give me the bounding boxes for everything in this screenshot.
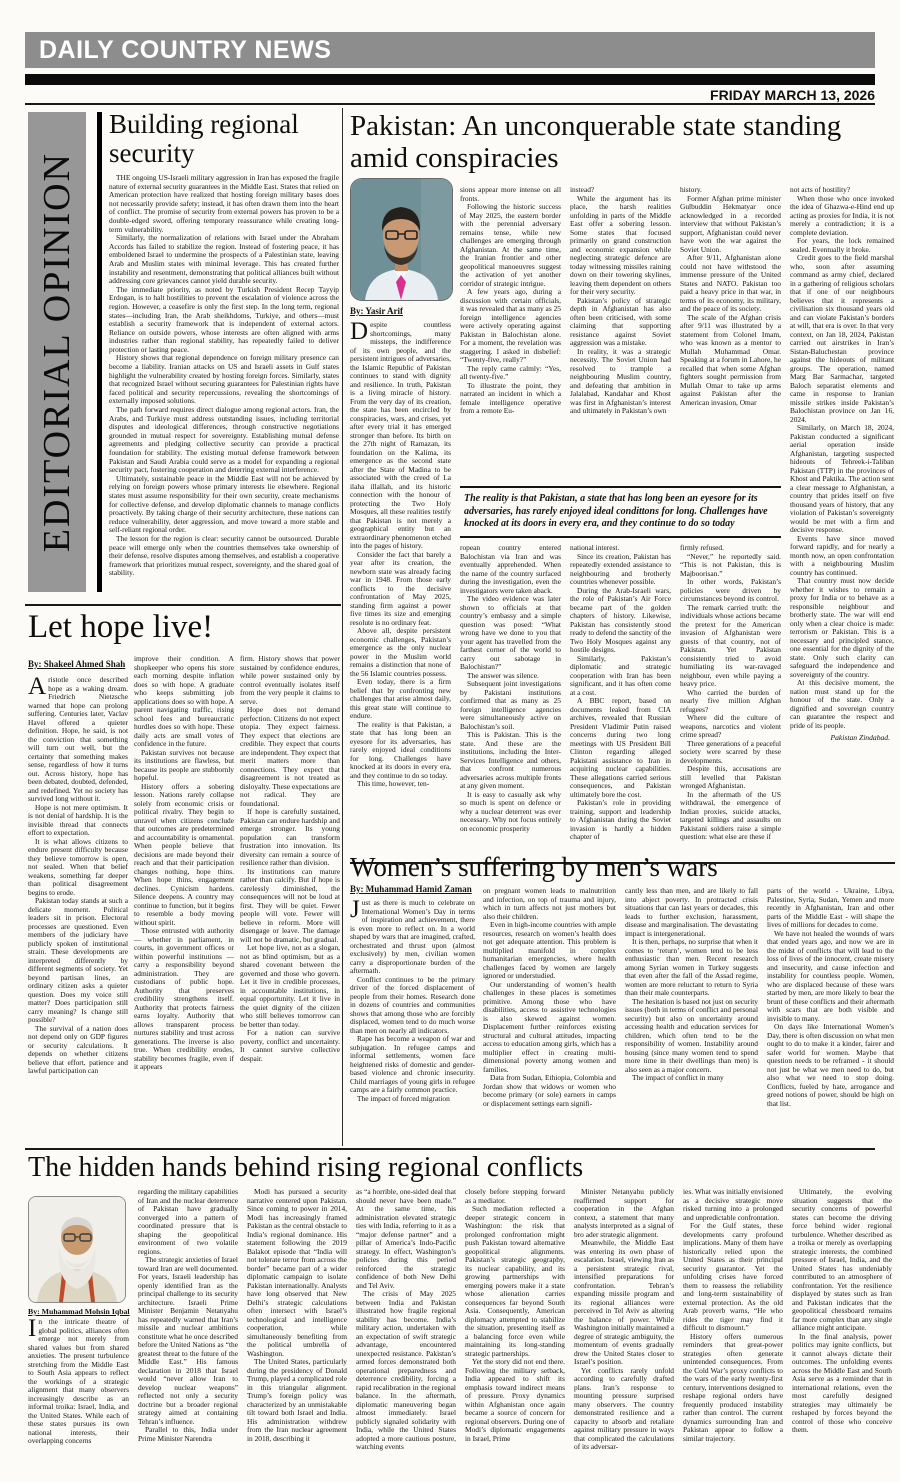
paragraph: The survival of a nation does not depend only on GDP figures or security calculations. It depends on whether citizens believe that effort, patience and lawful participation can — [28, 1023, 128, 1075]
paragraph: Yet conflicts rarely unfold according to carefully drafted plans. Iran’s response to mounting pressure surprised many observers. The country demonstrated resilience and a capacity to absorb and retaliate against military pressure in ways that complicated the calculations of its adversar- — [574, 1365, 674, 1451]
pakistan-col5 — [790, 186, 894, 858]
editorial-body — [109, 174, 339, 602]
section-divider — [25, 1148, 875, 1150]
paragraph: Yet the story did not end there. Following the military setback, India appeared to shift its emphasis toward indirect means of pressure. Proxy dynamics within Afghanistan once again became a source of concern for regional observers. During one of Modi’s diplomatic engagements in Israel, Prime — [465, 1357, 565, 1443]
paragraph: The scale of the Afghan crisis after 9/11 was illustrated by a statement from Colonel Imam, who was known as a mentor to Mullah Muhammad Omar. Speaking at a forum in Lahore, he recalled that when some Afghan fighters sought permission from Mullah Omar to take up arms against Pakistan after the American invasion, Omar — [680, 312, 781, 407]
hidden-col2 — [138, 1188, 238, 1478]
paragraph: sions appear more intense on all fronts. — [460, 186, 561, 203]
author-portrait-icon — [351, 179, 452, 300]
editorial-banner — [28, 112, 86, 592]
paragraph: History offers numerous reminders that great-power strategies often generate unintended consequences. From the Cold War’s proxy conflicts to the wars of the early twenty-first century, interventions designed to reshape regional orders have frequently produced instability rather than control. The current dynamics surrounding Iran and Pakistan appear to follow a similar trajectory. — [683, 1331, 783, 1443]
author-photo-yasir-arif — [350, 178, 453, 301]
hidden-col6 — [574, 1188, 674, 1478]
paragraph: In reality, it was a strategic necessity. The Soviet Union had resolved to trample a neighbouring Muslim country, and defeating that ambition in Jalalabad, Kandahar and Khost was first in Afghanistan’s interest and ultimately in Pakistan’s own — [570, 346, 671, 415]
paragraph: The impact of forced migration — [357, 1093, 450, 1103]
paragraph: “Never,” he reportedly said. “This is not Pakistan, this is Majboorisan.” — [680, 551, 781, 578]
paragraph: For years, the lock remained sealed. Eventually it broke. — [790, 236, 894, 254]
paragraph: Pakistan today stands at such a delicate moment. Political leaders sit in prison. Electoral processes are questioned. Even members of the judiciary have publicly spoken of institutional strain. These developments are interpreted differently by different segments of society. Yet beyond partisan lines, an ordinary citizen asks a quieter question. Does my voice still matter? Does participation still carry meaning? Is change still possible? — [28, 896, 128, 1024]
paragraph: Despite countless shortcomings, many missteps, the indifference of its own people, and the persistent intrigues of adversaries, the Islamic Republic of Pakistan continues to stand with dignity and resilience. In truth, Pakistan is a living miracle of history. From the very day of its creation, the state has been encircled by conspiracies, wars, and crises, yet after every trial it has emerged stronger than before. Its birth on the 27th night of Ramazan, its foundation on the Kalima, its emergence as the second state after the State of Madina to be associated with the creed of La ilaha illallah, and its historic connection with the honour of protecting the Two Holy Mosques, all these realities testify that Pakistan is not merely a geographical entity but an extraordinary phenomenon etched into the pages of history. — [350, 321, 451, 550]
editorial-headline: Building regional security — [109, 109, 299, 168]
paragraph: The lesson for the region is clear: security cannot be outsourced. Durable peace will emerge only when the countries themselves take ownership of their defense, resolve disputes among themselves, and establish a cooperative framework that prioritizes mutual respect, sovereignty, and the shared goal of stability. — [109, 533, 339, 578]
women-col4 — [767, 887, 894, 1146]
paragraph: firmly refused. — [680, 544, 724, 552]
pakistan-headline: Pakistan: An unconquerable state standing amid conspiracies — [350, 110, 842, 174]
paragraph: Even in high-income countries with ample resources, research on women’s health does not get adequate attention. This problem is multiplied manifold in complex humanitarian emergencies, where health challenges faced by women are largely ignored or understudied. — [483, 920, 616, 980]
paragraph: On days like International Women’s Day, there is often discussion on what men ought to do to make it a kinder, fairer and safer world for women. Maybe that question needs to be reframed - it should not just be what we men need to do, but also what we need to stop doing. Conflicts, fueled by hate, arrogance and greed notions of power, should be high on that list. — [767, 1022, 894, 1108]
paragraph: The United States, particularly during the presidency of Donald Trump, played a complicated role in this triangular alignment. Trump’s foreign policy was characterized by an unmistakable tilt toward both Israel and India. His administration withdrew from the Iran nuclear agreement in 2018, describing it — [247, 1357, 347, 1443]
issue-date: FRIDAY MARCH 13, 2026 — [710, 87, 875, 103]
paragraph: Three generations of a peaceful society were scarred by these developments. — [680, 738, 781, 765]
paragraph: closely before stepping forward as a mediator. — [465, 1188, 565, 1205]
paragraph: The reality is that Pakistan, a state that has long been an eyesore for its adversaries, has rarely enjoyed ideal conditions for long. Challenges have knocked at its doors in every era, and they continue to do so today. — [350, 719, 451, 780]
paragraph: Our understanding of women’s health challenges in these places is sometimes primitive. Among those who have disabilities, access to assistive technologies is also skewed against women. Displacement further reinforces existing structural and cultural attitudes, impacting access to education among girls, which has a multiplier effect in creating multi-dimensional poverty among women and families. — [483, 979, 616, 1074]
paragraph: It is then, perhaps, no surprise that when it comes to ‘return’, women tend to be less enthusiastic than men. Recent research among Syrian women in Turkey suggests that even after the fall of the Assad regime, women are more reluctant to return to Syria than their male counterparts. — [625, 937, 758, 997]
paragraph: Conflict continues to be the primary driver of the forced displacement of people from their homes. Research done in dozens of countries and communities shows that among those who are forcibly displaced, women tend to do much worse than men on nearly all indicators. — [350, 974, 475, 1035]
paragraph: At this decisive moment, the nation must stand up for the honour of the state. Only a dignified and sovereign country can guarantee the respect and pride of its people. — [790, 678, 894, 730]
hope-col2 — [134, 655, 234, 1144]
paragraph: The crisis of May 2025 between India and Pakistan illustrated how fragile regional stability has become. India’s military action, undertaken with an expectation of swift strategic advantage, encountered unexpected resistance. Pakistan’s armed forces demonstrated both operational preparedness and deterrence credibility, forcing a rapid recalibration in the regional balance. In the aftermath, diplomatic maneuvering began almost immediately. Israel publicly signaled solidarity with India, while the United States adopted a more cautious posture, watching events — [356, 1289, 456, 1451]
paragraph: firm. History shows that power sustained by confidence endures, while power sustained only by control eventually isolates itself from the very people it claims to serve. — [240, 655, 340, 706]
paragraph: on pregnant women leads to malnutrition and infection, on top of trauma and injury, which in turn affects not just mothers but also their children. — [483, 887, 616, 921]
paragraph: We have not healed the wounds of wars that ended years ago, and now we are in the midst of conflicts that will lead to the loss of lives of the innocent, create misery and insecurity, and cause infection and instability for countless people. Women, who are displaced because of these wars started by men, are more likely to bear the brunt of these conflicts and their aftermath with scars that are both visible and invisible to many. — [767, 928, 894, 1023]
pakistan-col3-bottom — [570, 544, 671, 858]
paragraph: To illustrate the point, they narrated an incident in which a female intelligence operative from a remote Eu- — [460, 380, 561, 415]
paragraph: Hope does not demand perfection. Citizens do not expect utopia. They expect fairness. They expect that elections are credible. They expect that courts are independent. They expect that merit matters more than connections. They expect that disagreement is not treated as disloyalty. These expectations are not radical. They are foundational. — [240, 705, 340, 808]
hidden-col7 — [683, 1188, 783, 1478]
hope-headline: Let hope live! — [28, 609, 214, 645]
hidden-col8 — [792, 1188, 892, 1478]
hope-col1 — [28, 676, 128, 1144]
paragraph: The reply came calmly: “Yes, all twenty-five.” — [460, 363, 561, 381]
paragraph: THE ongoing US-Israeli military aggression in Iran has exposed the fragile nature of external security guarantees in the Middle East. States that relied on American protection have realized that hosting foreign military bases does not necessarily provide safety; instead, it has often drawn them into the heart of conflict. The promise of security from external powers has proven to be a double-edged sword, offering temporary reassurance while creating long-term vulnerability. — [109, 174, 339, 234]
hidden-col3 — [247, 1188, 347, 1478]
paragraph: Above all, despite persistent economic challenges, Pakistan’s emergence as the only nuclear power in the Muslim world remains a distinction that none of the 56 Islamic countries possess. — [350, 626, 451, 678]
paragraph: cantly less than men, and are likely to fall into abject poverty. In protracted crisis situations that can last years or decades, this leads to further exclusion, harassment, disease and marginalisation. The devastating impact is intergenerational. — [625, 887, 758, 938]
paragraph: History offers a sobering lesson. Nations rarely collapse solely from economic crisis or political rivalry. They begin to unravel when citizens conclude that outcomes are predetermined and accountability is ornamental. When people believe that decisions are made beyond their reach and that their participation changes nothing, hope thins. When hope thins, engagement declines. Cynicism hardens. Silence deepens. A country may continue to function, but it begins to resemble a body moving without spirit. — [134, 781, 234, 927]
paragraph: Pakistan’s role in providing training, support and leadership to Afghanistan during the Soviet invasion is hardly a hidden chapter of — [570, 798, 671, 841]
paragraph: Meanwhile, the Middle East was entering its own phase of escalation. Israel, viewing Iran as a persistent strategic rival, intensified preparations for confrontation. Tehran’s expanding missile program and its regional alliances were perceived in Tel Aviv as altering the balance of power. While Washington initially maintained a degree of strategic ambiguity, the momentum of events gradually drew the United States closer to Israel’s position. — [574, 1238, 674, 1366]
paragraph: Data from Sudan, Ethiopia, Colombia and Jordan show that widows or women who become primary (or sole) earners in camps or displacement settings earn signifi- — [483, 1073, 616, 1108]
paragraph: Similarly, on March 18, 2024, Pakistan conducted a significant aerial operation inside Afghanistan, targeting suspected hideouts of Tehreek-i-Taliban Pakistan (TTP) in the provinces of Khost and Paktika. The action sent a clear message to Afghanistan, a country that prides itself on five thousand years of history, that any violation of Pakistan’s sovereignty would be met with a firm and decisive response. — [790, 423, 894, 534]
pakistan-col4-bottom — [680, 544, 781, 858]
masthead-title: DAILY COUNTRY NEWS — [39, 36, 332, 64]
paragraph: During the Arab-Israeli wars, the role of Pakistan’s Air Force became part of the golden chapters of history. Likewise, Pakistan has consistently stood ready to defend the sanctity of the Two Holy Mosques against any hostile designs. — [570, 585, 671, 654]
paragraph: In the intricate theatre of global politics, alliances often emerge not merely from shared values but from shared anxieties. The present turbulence stretching from the Middle East to South Asia appears to reflect the workings of a strategic alignment that many observers increasingly describe as an informal troika: Israel, India, and the United States. While each of these states pursues its own national interests, their overlapping concerns — [28, 1318, 129, 1445]
paragraph: ies. What was initially envisioned as a decisive strategic move risked turning into a prolonged and unpredictable confrontation. — [683, 1188, 783, 1222]
pakistan-col4-top — [680, 186, 781, 482]
paragraph: Such mediation reflected a deeper strategic concern in Washington: the risk that prolonged confrontation might push Pakistan toward alternative geopolitical alignments. Pakistan’s strategic geography, its nuclear capability, and its growing partnerships with emerging powers make it a state whose alienation carries consequences far beyond South Asia. Consequently, American diplomacy attempted to stabilize the situation, presenting itself as a balancing force even while maintaining its long-standing strategic partnerships. — [465, 1204, 565, 1358]
paragraph: For the Gulf states, these developments carry profound implications. Many of them have historically relied upon the United States as their principal security guarantor. Yet the unfolding crises have forced them to reassess the reliability and long-term sustainability of external protection. As the old Arab proverb warns, “He who rides the tiger may find it difficult to dismount.” — [683, 1221, 783, 1332]
hope-col3 — [240, 655, 340, 1144]
editorial-rule-bar — [97, 112, 102, 592]
top-divider — [25, 103, 875, 105]
paragraph: The hesitation is based not just on security issues (both in terms of conflict and personal security) but also on uncertainty around accessing health and education services for children, which often tend to be the responsibility of women. Instability around housing (since many women tend to spend more time in their dwellings than men) is also seen as a major concern. — [625, 996, 758, 1074]
paragraph: Just as there is much to celebrate on International Women’s Day in terms of inspiration and achievement, there is even more to reflect on. In a world shaped by wars that are imagined, crafted, orchestrated and thrust upon (almost exclusively) by men, civilian women carry a disproportionate burden of the aftermath. — [350, 899, 475, 975]
paragraph: The path forward requires direct dialogue among regional actors. Iran, the Arabs, and Turkiye must address outstanding issues, including territorial disputes and ideological differences, through constructive negotiations grounded in mutual respect for sovereignty. Establishing mutual defense agreements and pledging collective security can provide a practical foundation for stability. The existing mutual defense framework between Pakistan and Saudi Arabia could serve as a model for expanding a regional security pact, fostering cooperation and deterring external interference. — [109, 405, 339, 475]
paragraph: Pakistan’s policy of strategic depth in Afghanistan has also often been criticised, with some claiming that supporting resistance against Soviet aggression was a mistake. — [570, 295, 671, 347]
paragraph: The strategic anxieties of Israel toward Iran are well documented. For years, Israeli leadership has openly identified Iran as the principal challenge to its security architecture. Israeli Prime Minister Benjamin Netanyahu has repeatedly warned that Iran’s missile and nuclear ambitions constitute what he once described before the United Nations as “the greatest threat to the future of the Middle East.” His famous declaration in 2018 that Israel would “never allow Iran to develop nuclear weapons” reflected not only a security doctrine but a broader regional strategy aimed at containing Tehran’s influence. — [138, 1255, 238, 1426]
paragraph: In other words, Pakistan’s policies were driven by circumstances beyond its control. — [680, 577, 781, 603]
paragraph: Even today, there is a firm belief that by confronting new challenges that arise almost daily, this great state will continue to endure. — [350, 677, 451, 720]
paragraph: Aristotle once described hope as a waking dream. Friedrich Nietzsche warned that hope can prolong suffering. Centuries later, Vaclav Havel offered a quieter definition. Hope, he said, is not the conviction that something will turn out well, but the certainty that something makes sense, regardless of how it turns out. Across history, hope has been debated, doubted, defended, and redefined. Yet no society has survived long without it. — [28, 676, 128, 803]
paragraph: Parallel to this, India under Prime Minister Narendra — [138, 1425, 238, 1443]
paragraph: Hope is not mere optimism. It is not denial of hardship. It is the invisible thread that connects effort to expectation. — [28, 802, 128, 837]
paragraph: instead? — [570, 186, 595, 194]
paragraph: Former Afghan prime minister Gulbuddin Hekmatyar once acknowledged in a recorded interview that without Pakistan’s support, Afghanistan could never have won the war against the Soviet Union. — [680, 193, 781, 254]
pakistan-col5-body — [790, 186, 894, 730]
paragraph: Ultimately, sustainable peace in the Middle East will not be achieved by relying on foreign powers whose primary interests lie elsewhere. Regional states must assume responsibility for their own security, create mechanisms for collective defense, and develop diplomatic channels to manage conflicts proactively. By taking charge of their security architecture, these nations can reduce vulnerability, deter aggression, and move toward a more stable and self-reliant regional order. — [109, 473, 339, 535]
paragraph: It is what allows citizens to endure present difficulty because they believe tomorrow is open, not sealed. When that belief weakens, something far deeper than political disagreement begins to erode. — [28, 836, 128, 897]
hidden-byline: By: Muhammad Mohsin Iqbal — [28, 1307, 130, 1316]
pakistan-col2-bottom — [460, 544, 561, 858]
paragraph: Minister Netanyahu publicly reaffirmed support for cooperation in the Afghan context, a statement that many analysts interpreted as a signal of bro ader strategic alignment. — [574, 1188, 674, 1239]
paragraph: Rape has become a weapon of war and subjugation. In refugee camps and informal settlements, women face heightened risks of domestic and gender-based violence and chronic insecurity. Child marriages of young girls in refugee camps are a fairly common practice. — [350, 1034, 475, 1094]
paragraph: Its institutions can mature rather than calcify. But if hope is carelessly diminished, the consequences will not be loud at first. They will be quiet. Fewer people will vote. Fewer will believe in reform. More will disengage or leave. The damage will not be dramatic, but gradual. — [240, 866, 340, 944]
paragraph: A BBC report, based on documents leaked from CIA archives, revealed that Russian President Vladimir Putin raised concerns during two long meetings with US President Bill Clinton regarding alleged Pakistani assistance to Iran in acquiring nuclear capabilities. These allegations carried serious consequences, and Pakistan ultimately bore the cost. — [570, 696, 671, 799]
paragraph: national interest. — [570, 544, 620, 552]
paragraph: Pakistan survives not because its institutions are flawless, but because its people are stubbornly hopeful. — [134, 747, 234, 782]
paragraph: After 9/11, Afghanistan alone could not have withstood the immense pressure of the United States and NATO. Pakistan too paid a heavy price in that war, in terms of its economy, its military, and the peace of its society. — [680, 253, 781, 313]
paragraph: Credit goes to the field marshal who, soon after assuming command as army chief, declared in a gathering of religious scholars that if one of our neighbours believes that it represents a civilisation six thousand years old and can violate Pakistan’s borders at will, that era is over. In that very context, on Jan 18, 2024, Pakistan carried out airstrikes in Iran’s Sistan-Baluchestan province against the hideouts of militant groups. The operation, named Marg Bar Sarmachar, targeted Baloch separatist elements and came in response to Iranian missile strikes inside Pakistan’s Balochistan province on Jan 16, 2024. — [790, 253, 894, 424]
paragraph: A few years ago, during a discussion with certain officials, it was revealed that as many as 25 foreign intelligence agencies were actively operating against Pakistan in Balochistan alone. For a moment, the revelation was staggering. I asked in disbelief: “Twenty-five, really?” — [460, 287, 561, 364]
paragraph: In the final analysis, power politics may ignite conflicts, but it cannot always dictate their outcomes. The unfolding events across the Middle East and South Asia serve as a reminder that in international relations, even the most carefully designed strategies may ultimately be reshaped by forces beyond the control of those who conceive them. — [792, 1331, 892, 1434]
hidden-col4 — [356, 1188, 456, 1478]
paragraph: The impact of conflict in many — [632, 1073, 724, 1082]
paragraph: Similarly, Pakistan’s diplomatic and strategic cooperation with Iran has been significant, and it has often come at a cost. — [570, 653, 671, 697]
paragraph: Despite this, accusations are still levelled that Pakistan wronged Afghanistan. — [680, 764, 781, 790]
editorial-banner-label: EDITORIAL OPINION — [36, 151, 78, 553]
paragraph: Those entrusted with authority — whether in parliament, in courts, in government offices or within powerful institutions — carry a responsibility beyond administration. They are custodians of public hope. Authority that preserves credibility strengthens itself. Authority that protects fairness earns loyalty. Authority that allows transparent process nurtures stability and trust across generations. The inverse is also true. When credibility erodes, stability becomes fragile, even if it appears — [134, 926, 234, 1071]
pakistan-byline: By: Yasir Arif — [350, 306, 403, 316]
sign-off: Pakistan Zindabad. — [830, 733, 890, 742]
hidden-col5 — [465, 1188, 565, 1478]
pakistan-col1 — [350, 321, 451, 858]
paragraph: If hope is carefully sustained, Pakistan can endure hardship and emerge stronger. Its young population can transform frustration into innovation. Its diversity can remain a source of resilience rather than division. — [240, 807, 340, 867]
paragraph: In the aftermath of the US withdrawal, the emergence of Indian proxies, suicide attacks, targeted killings and assaults on Pakistani soldiers raise a simple question: what else are these if — [680, 789, 781, 841]
paragraph: While the argument has its place, the harsh realities unfolding in parts of the Middle East offer a sobering lesson. Some states that focused primarily on grand construction and economic expansion while neglecting strategic defence are today witnessing missiles raining down on their towering skylines, leaving them dependent on others for their very security. — [570, 193, 671, 296]
section-divider — [25, 604, 341, 606]
paragraph: For a nation can survive poverty, conflict and uncertainty. It cannot survive collective despair. — [240, 1028, 340, 1063]
paragraph: The remark carried truth: the individuals whose actions became the pretext for the American invasion of Afghanistan were guests of that country, not of Pakistan. Yet Pakistan consistently tried to avoid humiliating its war-ravaged neighbour, even while paying a heavy price. — [680, 602, 781, 688]
women-byline: By: Muhammad Hamid Zaman — [350, 884, 472, 894]
masthead — [25, 32, 875, 68]
paragraph: The answer was silence. — [467, 670, 539, 680]
masthead-black-bar — [25, 74, 875, 85]
author-portrait-icon — [29, 1197, 125, 1302]
paragraph: This is Pakistan. This is the state. And these are the institutions, including the Inter-Services Intelligence and others, that confront numerous adversaries across multiple fronts at any given moment. — [460, 730, 561, 790]
paragraph: Who carried the burden of nearly five million Afghan refugees? — [680, 687, 781, 714]
women-col3 — [625, 887, 758, 1146]
author-photo-mohsin-iqbal — [28, 1196, 126, 1303]
hidden-headline: The hidden hands behind rising regional conflicts — [28, 1152, 584, 1183]
paragraph: Similarly, the normalization of relations with Israel under the Abraham Accords has failed to stabilize the region. Instead of fostering peace, it has emboldened Israel to undermine the prospects of a Palestinian state, leaving Arab and Muslim states with minimal leverage. This has created further instability and resentment, demonstrating that political alliances built without addressing core grievances cannot yield durable security. — [109, 233, 339, 286]
pakistan-col2-top — [460, 186, 561, 482]
paragraph: The video evidence was later shown to officials at that country’s embassy and a simple question was posed: “What wrong have we done to you that your agent has travelled from the farthest corner of the world to carry out sabotage in Balochistan?” — [460, 594, 561, 671]
paragraph: ropean country entered Balochistan via Iran and was eventually apprehended. When the name of the country surfaced during the investigation, even the investigators were taken aback. — [460, 544, 561, 595]
women-headline: Women’s suffering by men’s wars — [350, 852, 718, 882]
paragraph: Let hope live, not as a slogan, not as blind optimism, but as a shared covenant between the governed and those who govern. Let it live in credible processes, in accountable institutions, in equal opportunity. Let it live in the quiet dignity of the citizen who still believes tomorrow can be better than today. — [240, 943, 340, 1029]
paragraph: History shows that regional dependence on foreign military presence can become a liability. Iranian attacks on US and Israeli assets in Gulf states highlight the vulnerability created by hosting foreign forces. Similarly, states that recognized Israel without securing guarantees for Palestinian rights have faced political and security repercussions, revealing the shortcomings of externally imposed solutions. — [109, 353, 339, 406]
main-column-divider — [342, 108, 343, 1146]
hidden-col1 — [28, 1318, 129, 1478]
paragraph: not acts of hostility? — [790, 186, 851, 194]
paragraph: When those who once invoked the idea of Ghazwa-e-Hind end up acting as proxies for India, it is not merely a contradiction; it is a complete deviation. — [790, 193, 894, 237]
pakistan-col3-top — [570, 186, 671, 482]
paragraph: Where did the culture of weapons, narcotics and violent crime spread? — [680, 713, 781, 739]
pull-quote: The reality is that Pakistan, a state that has long been an eyesore for its adversaries, has rarely enjoyed ideal condittons for long. Challenges have knocked at its doors in every era, and they continue to do so today — [460, 486, 781, 538]
paragraph: It is easy to casually ask why so much is spent on defence or why a nuclear deterrent was ever necessary. Why not focus entirely on economic prosperity — [460, 789, 561, 833]
paragraph: improve their condition. A shopkeeper who opens his store each morning despite inflation does so with hope. A graduate who keeps submitting job applications does so with hope. A parent navigating traffic, rising school fees and bureaucratic hurdles does so with hope. These daily acts are small votes of confidence in the future. — [134, 655, 234, 748]
women-col1 — [350, 899, 475, 1146]
paragraph: parts of the world - Ukraine, Libya, Palestine, Syria, Sudan, Yemen and more recently in Afghanistan, Iran and other parts of the Middle East - will shape the lives of millions for decades to come. — [767, 887, 894, 929]
paragraph: Consider the fact that barely a year after its creation, the newborn state was already facing war in 1948. From those early conflicts to the decisive confrontation of May 2025, standing firm against a power five times its size and emerging resolute is no ordinary feat. — [350, 549, 451, 627]
paragraph: regarding the military capabilities of Iran and the nuclear deterrence of Pakistan have gradually converged into a pattern of coordinated pressure that is shaping the geopolitical environment of two volatile regions. — [138, 1188, 238, 1256]
paragraph: The immediate priority, as noted by Turkish President Recep Tayyip Erdogan, is to halt hostilities to prevent the escalation of violence across the region. However, a ceasefire is only the first step. In the long term, regional states—including Iran, the Arab sheikhdoms, Turkiye, and others—must establish a security framework that is independent of external actors. Reliance on outside powers, whose interests are often aligned with arms industries rather than regional stability, has repeatedly failed to deliver protection or lasting peace. — [109, 284, 339, 354]
paragraph: Since its creation, Pakistan has repeatedly extended assistance to neighbouring and brotherly countries whenever possible. — [570, 551, 671, 586]
paragraph: history. — [680, 186, 702, 194]
paragraph: Modi has pursued a security narrative centered upon Pakistan. Since coming to power in 2014, Modi has increasingly framed Pakistan as the central obstacle to India’s regional dominance. His statement following the 2019 Balakot episode that “India will not tolerate terror from across the border” became part of a wider diplomatic campaign to isolate Pakistan internationally. Analysts have long observed that New Delhi’s strategic calculations often intersect with Israel’s technological and intelligence cooperation, while simultaneously benefiting from the political umbrella of Washington. — [247, 1188, 347, 1358]
hope-byline: By: Shakeel Ahmed Shah — [28, 659, 126, 669]
women-col2 — [483, 887, 616, 1146]
paragraph: Following the historic success of May 2025, the eastern border with the perennial adversary remains tense, while new challenges are emerging through Afghanistan. At the same time, the Iranian frontier and other geopolitical manoeuvres suggest the activation of yet another corridor of strategic intrigue. — [460, 202, 561, 288]
paragraph: Subsequent joint investigations by Pakistani institutions confirmed that as many as 25 foreign intelligence agencies were simultaneously active on Balochistan’s soil. — [460, 679, 561, 731]
paragraph: Events have since moved forward rapidly, and for nearly a month now, an open confrontation with a neighbouring Muslim country has continued. — [790, 533, 894, 577]
paragraph: as “a horrible, one-sided deal that should never have been made.” At the same time, his administration elevated strategic ties with India, referring to it as a “major defense partner” and a pillar of America’s Indo-Pacific strategy. In effect, Washington’s policies during this period reinforced the strategic confidence of both New Delhi and Tel Aviv. — [356, 1188, 456, 1290]
paragraph: That country must now decide whether it wishes to remain a proxy for India or to behave as a responsible neighbour and brotherly state. The war will end only when a clear choice is made: terrorism or Pakistan. This is a necessary and principled stance, one essential for the dignity of the state. Only such clarity can safeguard the independence and sovereignty of the country. — [790, 576, 894, 679]
paragraph: This time, however, ten- — [357, 779, 430, 788]
paragraph: Ultimately, the evolving situation suggests that the security concerns of powerful states can become the driving force behind wider regional turbulence. Whether described as a troika or merely as overlapping strategic interests, the combined pressure of Israel, India, and the United States has undeniably contributed to an atmosphere of confrontation. Yet the resilience displayed by states such as Iran and Pakistan indicates that the geopolitical chessboard remains far more complex than any single alliance might anticipate. — [792, 1188, 892, 1332]
